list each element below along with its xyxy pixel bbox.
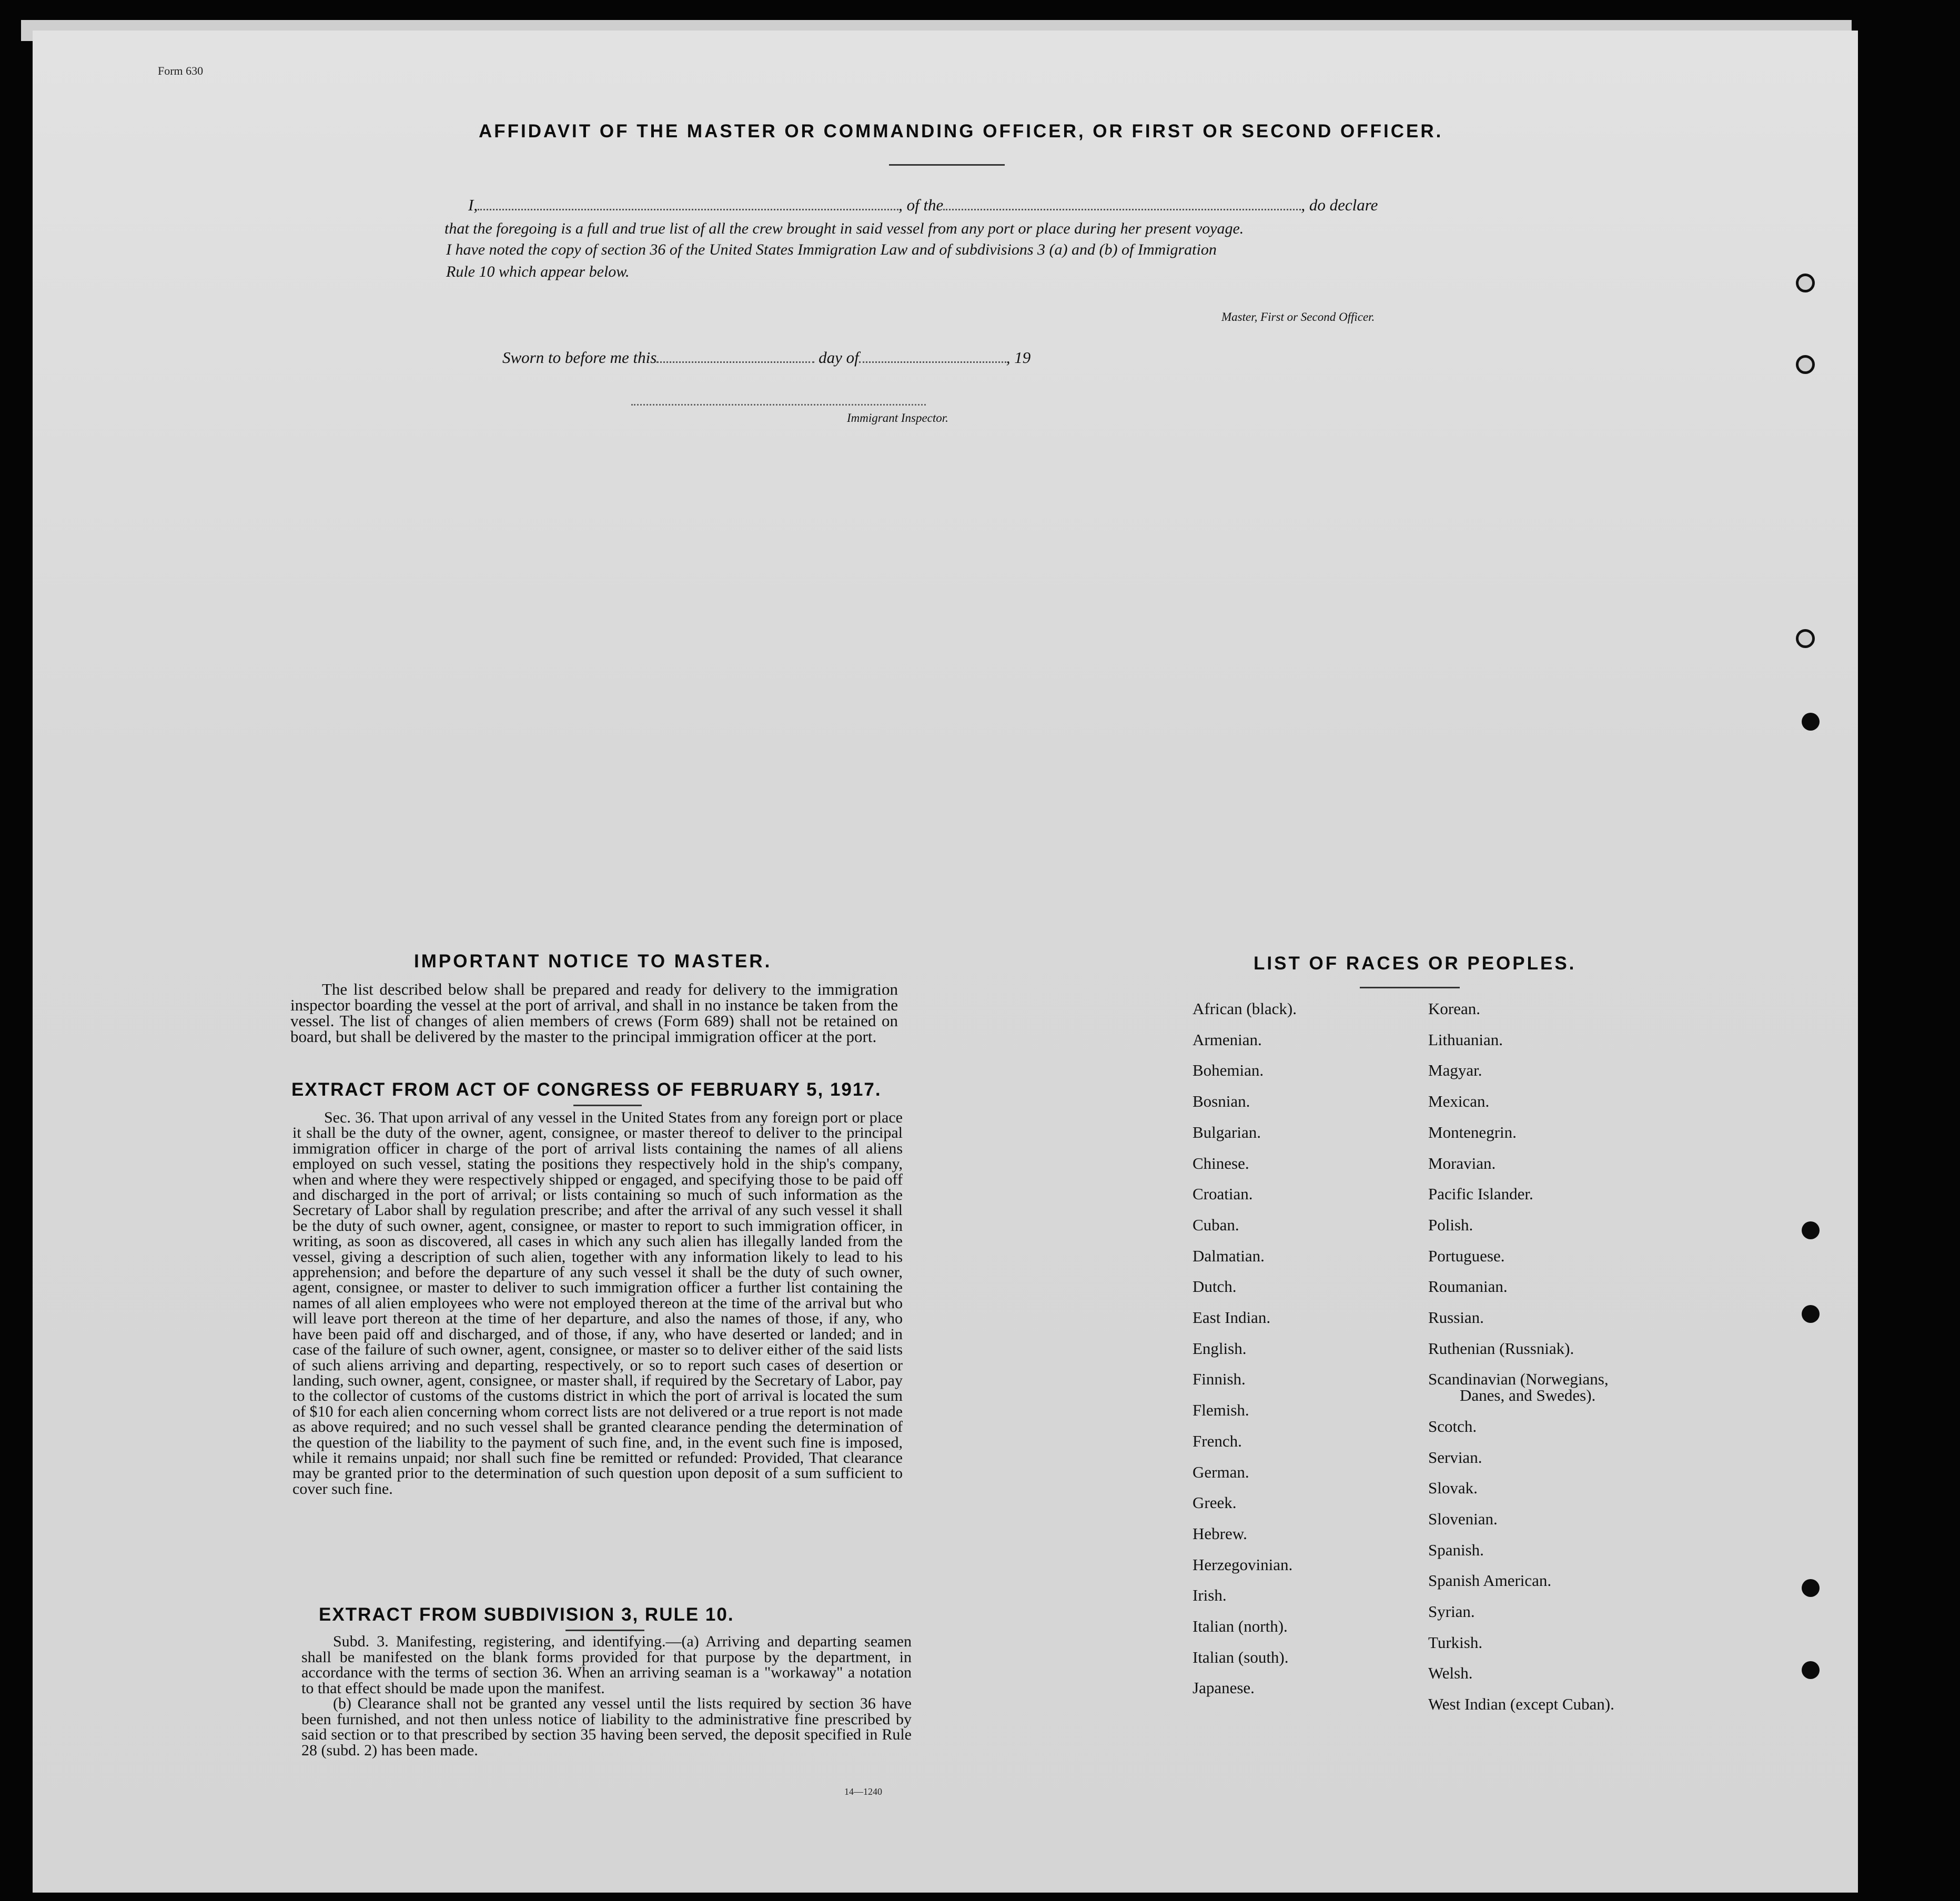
race-item: Chinese. (1193, 1154, 1249, 1172)
month-blank[interactable] (859, 361, 1006, 363)
rule-title-rule (565, 1630, 644, 1631)
race-item: Moravian. (1428, 1154, 1496, 1172)
races-title-rule (1360, 987, 1460, 988)
race-item: Roumanian. (1428, 1277, 1508, 1296)
race-item: Italian (south). (1193, 1647, 1289, 1666)
race-item: Portuguese. (1428, 1246, 1505, 1265)
subdivision-b-paragraph: (b) Clearance shall not be granted any vessel until the lists required by section 36 have been furnished, and not then unless notice of liability to the administrative fine prescribed by said section or to that prescribed by section 35 having been served, the deposit specified in Rule 28 (subd. 2) has been made. (301, 1695, 912, 1759)
race-item: Dutch. (1193, 1277, 1237, 1296)
race-item: Polish. (1428, 1215, 1473, 1234)
race-item: Bulgarian. (1193, 1123, 1261, 1141)
affidavit-line2: that the foregoing is a full and true list of all the crew brought in said vessel from any port or place during her present voyage. (444, 220, 1244, 237)
affidavit-i: I, (468, 196, 478, 214)
race-item: Hebrew. (1193, 1524, 1247, 1543)
day-blank[interactable] (656, 361, 814, 363)
binding-hole (1802, 1221, 1820, 1239)
binding-hole (1796, 355, 1815, 374)
document-page (33, 31, 1858, 1893)
print-code: 14—1240 (844, 1786, 882, 1797)
subdivision-a-paragraph: Subd. 3. Manifesting, registering, and identifying.—(a) Arriving and departing seamen shall be manifested on the blank forms provided for that purpose by the department, in accordance with the terms of section 36. When an arriving seaman is a "workaway" a notation to that effect should be made upon the manifest. (301, 1633, 912, 1697)
binding-hole (1802, 1579, 1820, 1597)
act-extract-title: EXTRACT FROM ACT OF CONGRESS OF FEBRUARY 5, 1917. (291, 1079, 882, 1100)
rule-text (301, 1634, 912, 1758)
affidavit-line1 (468, 196, 1378, 215)
race-item: Irish. (1193, 1586, 1227, 1605)
inspector-label: Immigrant Inspector. (847, 411, 948, 424)
race-item: Slovenian. (1428, 1509, 1498, 1528)
race-item: East Indian. (1193, 1308, 1271, 1327)
binding-hole (1802, 713, 1820, 731)
race-item: Armenian. (1193, 1030, 1262, 1049)
race-item: Scotch. (1428, 1417, 1477, 1435)
race-item: Bohemian. (1193, 1061, 1264, 1080)
race-item: Spanish American. (1428, 1571, 1552, 1590)
binding-hole (1796, 274, 1815, 292)
affidavit-line4: Rule 10 which appear below. (446, 263, 630, 280)
race-item: Bosnian. (1193, 1092, 1250, 1111)
race-item: Danes, and Swedes). (1460, 1386, 1596, 1405)
race-item: Scandinavian (Norwegians, (1428, 1370, 1609, 1389)
race-item: Cuban. (1193, 1215, 1239, 1234)
race-item: Japanese. (1193, 1678, 1255, 1697)
signature-label: Master, First or Second Officer. (1221, 310, 1375, 323)
race-item: Russian. (1428, 1308, 1484, 1327)
inspector-signature-line[interactable] (631, 404, 926, 406)
race-item: Flemish. (1193, 1401, 1249, 1420)
affidavit-declare: , do declare (1301, 196, 1378, 214)
race-item: Finnish. (1193, 1370, 1246, 1389)
affidavit-line3: I have noted the copy of section 36 of the United States Immigration Law and of subdivisions 3 (a) and (b) of Immigration (446, 241, 1217, 258)
race-item: Magyar. (1428, 1061, 1482, 1080)
act-text (292, 1110, 903, 1496)
vessel-blank[interactable] (943, 209, 1301, 210)
binding-hole (1802, 1661, 1820, 1679)
affidavit-title-rule (889, 164, 1005, 166)
sworn-text: Sworn to before me this (502, 348, 657, 367)
race-item: English. (1193, 1339, 1247, 1358)
race-item: French. (1193, 1431, 1242, 1450)
race-item: Montenegrin. (1428, 1123, 1517, 1141)
race-item: Korean. (1428, 999, 1480, 1018)
race-item: Slovak. (1428, 1479, 1478, 1498)
race-item: Mexican. (1428, 1092, 1490, 1111)
race-item: West Indian (except Cuban). (1428, 1695, 1614, 1714)
race-item: German. (1193, 1462, 1249, 1481)
name-blank[interactable] (478, 209, 898, 210)
binding-hole (1802, 1305, 1820, 1323)
race-item: Ruthenian (Russniak). (1428, 1339, 1574, 1358)
notice-paragraph: The list described below shall be prepared and ready for delivery to the immigration inspector boarding the vessel at the port of arrival, and shall in no instance be taken from the vessel. The list of changes of alien members of crews (Form 689) shall not be retained on board, but shall be delivered by the master to the principal immigration officer at the port. (290, 980, 898, 1046)
race-item: African (black). (1193, 999, 1297, 1018)
form-number: Form 630 (158, 64, 204, 77)
race-item: Syrian. (1428, 1602, 1475, 1621)
race-item: Servian. (1428, 1448, 1482, 1467)
race-item: Turkish. (1428, 1633, 1483, 1652)
race-item: Lithuanian. (1428, 1030, 1503, 1049)
race-item: Greek. (1193, 1493, 1237, 1512)
year-text: , 19 (1006, 348, 1031, 367)
race-item: Spanish. (1428, 1540, 1484, 1559)
race-item: Dalmatian. (1193, 1246, 1265, 1265)
sworn-line (502, 348, 1030, 367)
races-title: LIST OF RACES OR PEOPLES. (1254, 953, 1577, 974)
race-item: Pacific Islander. (1428, 1185, 1533, 1204)
race-item: Welsh. (1428, 1664, 1473, 1683)
binding-hole (1796, 629, 1815, 648)
section-36-paragraph: Sec. 36. That upon arrival of any vessel in the United States from any foreign port or place it shall be the duty of the owner, agent, consignee, or master thereof to deliver to the principal immigration officer in charge of the port of arrival lists containing the names of all aliens employed on such vessel, stating the positions they respectively hold in the ship's company, when and where they were respectively shipped or engaged, and specifying those to be paid off and discharged in the port of arrival; or lists containing so much of such information as the Secretary of Labor shall by regulation prescribe; and after the arrival of any such vessel it shall be the duty of such owner, agent, consignee, or master to report to such immigration officer, in writing, as soon as discovered, all cases in which any such alien has illegally landed from the vessel, giving a description of such alien, together with any information likely to lead to his apprehension; and before the departure of any such vessel it shall be the duty of such owner, agent, consignee, or master to deliver to such immigration officer a further list containing the names of all alien employees who were not employed thereon at the time of the arrival but who will leave port thereon at the time of her departure, and also the names of those, if any, who have been paid off and discharged, and of those, if any, who have deserted or landed; and in case of the failure of such owner, agent, consignee, or master so to deliver either of the said lists of such aliens arriving and departing, respectively, or so to report such cases of desertion or landing, such owner, agent, consignee, or master shall, if required by the Secretary of Labor, pay to the collector of customs of the customs district in which the port of arrival is located the sum of $10 for each alien concerning whom correct lists are not delivered or a true report is not made as above required; and no such vessel shall be granted clearance pending the determination of the question of the liability to the payment of such fine, and, in the event such fine is imposed, while it remains unpaid; nor shall such fine be remitted or refunded: Provided, That clearance may be granted prior to the determination of such question upon deposit of a sum sufficient to cover such fine. (292, 1109, 903, 1498)
act-title-rule (573, 1105, 642, 1106)
race-item: Herzegovinian. (1193, 1555, 1293, 1574)
day-of-text: day of (819, 348, 859, 367)
affidavit-of-the: , of the (898, 196, 944, 214)
race-item: Croatian. (1193, 1185, 1253, 1204)
notice-text (290, 982, 898, 1045)
rule-extract-title: EXTRACT FROM SUBDIVISION 3, RULE 10. (319, 1604, 734, 1625)
notice-title: IMPORTANT NOTICE TO MASTER. (414, 951, 772, 972)
affidavit-title: AFFIDAVIT OF THE MASTER OR COMMANDING OFFICER, OR FIRST OR SECOND OFFICER. (479, 121, 1443, 141)
race-item: Italian (north). (1193, 1617, 1288, 1635)
